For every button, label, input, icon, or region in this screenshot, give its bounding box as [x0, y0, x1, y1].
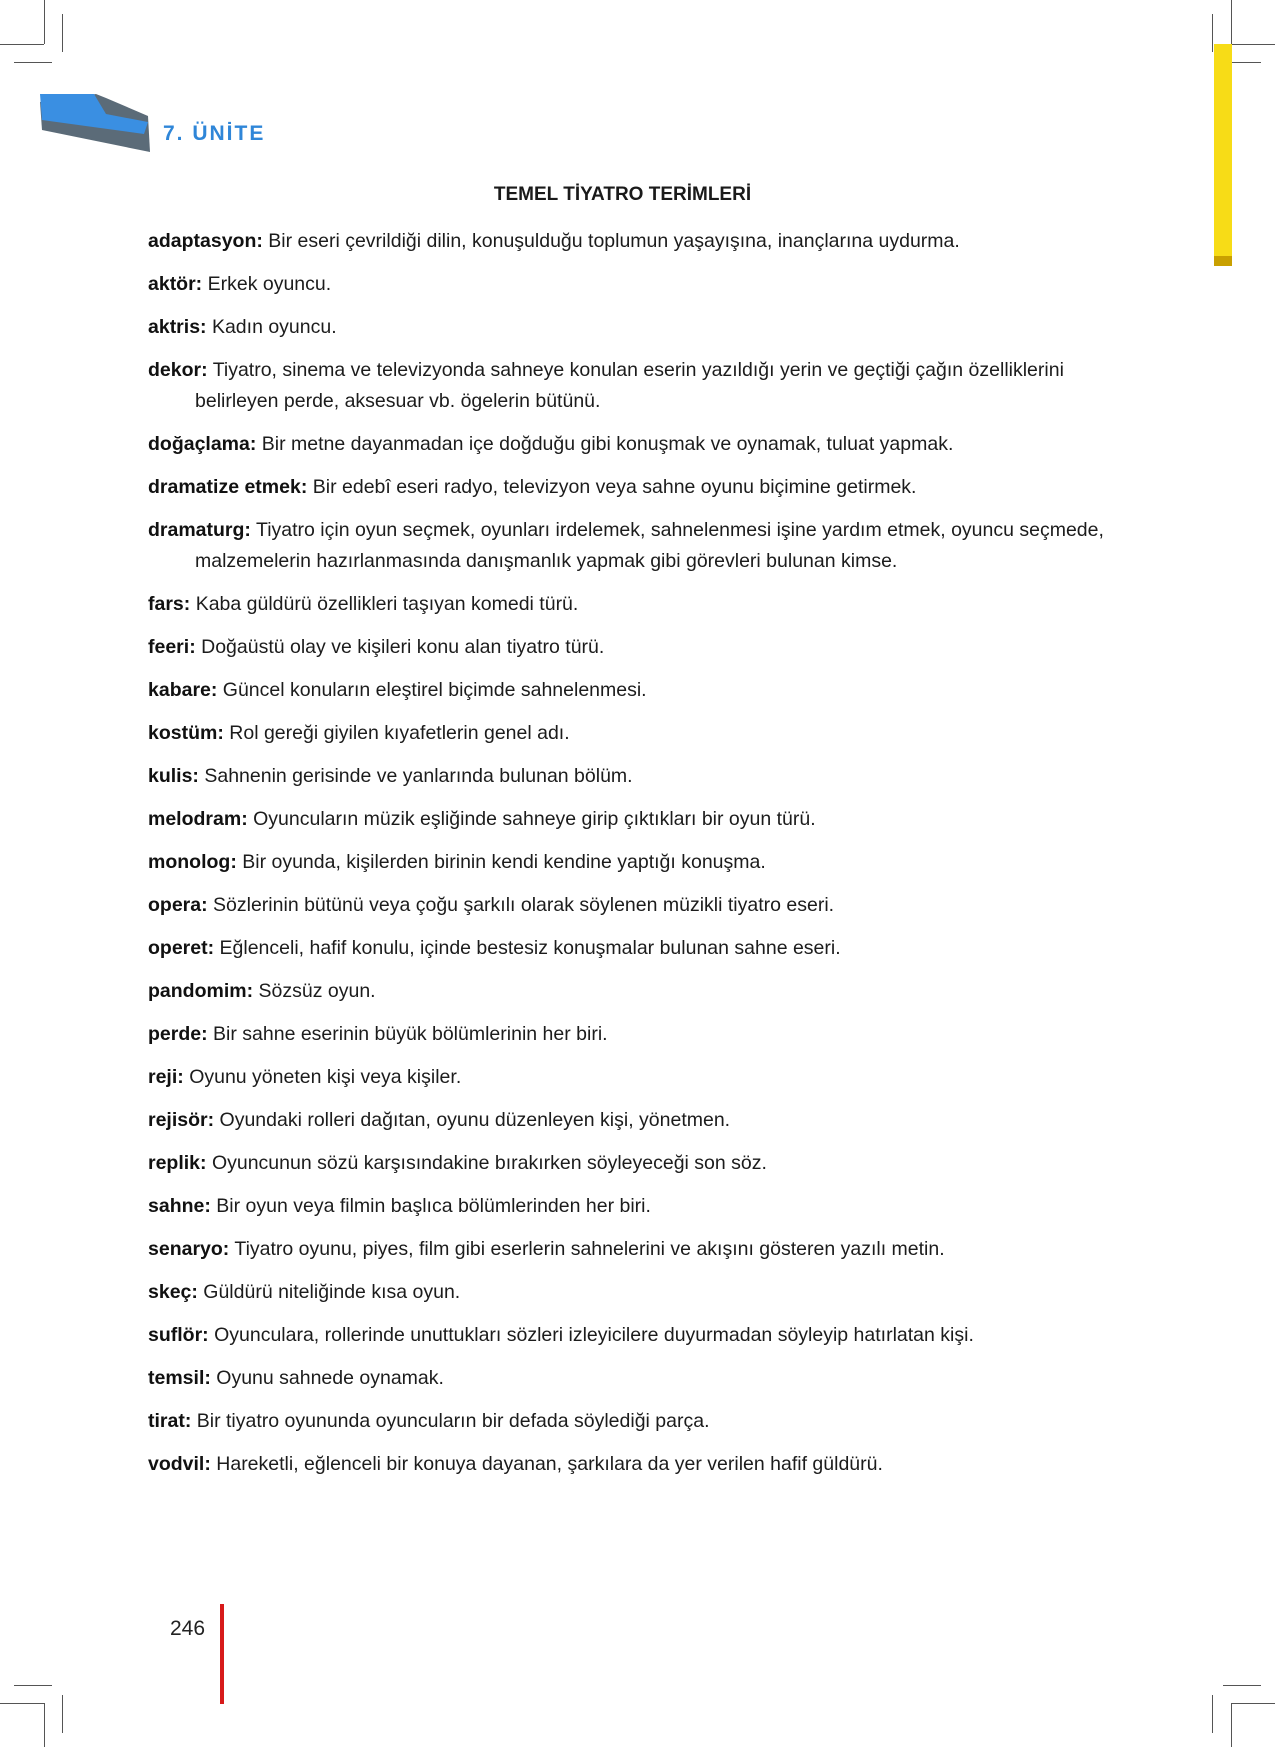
glossary-definition: Tiyatro oyunu, piyes, film gibi eserlerin sahnelerini ve akışını gösteren yazılı metin.: [234, 1238, 945, 1260]
glossary-term: replik:: [148, 1152, 207, 1174]
glossary-term: perde:: [148, 1023, 208, 1045]
glossary-definition: Sözsüz oyun.: [258, 980, 376, 1002]
glossary-term: kostüm:: [148, 722, 224, 744]
glossary-entry: [148, 761, 1108, 792]
glossary-entry: [148, 1320, 1108, 1351]
crop-mark: [1231, 0, 1232, 44]
glossary-definition: Oyuncunun sözü karşısındakine bırakırken söyleyeceği son söz.: [211, 1152, 767, 1174]
glossary-term: dramatize etmek:: [148, 476, 308, 498]
glossary-term: aktris:: [148, 316, 207, 338]
glossary-entry: [148, 429, 1108, 460]
glossary-entry: [148, 1234, 1108, 1265]
crop-mark: [0, 44, 44, 45]
crop-mark: [44, 1703, 45, 1747]
crop-mark: [1231, 1703, 1275, 1704]
glossary-definition: Erkek oyuncu.: [207, 273, 332, 295]
glossary-term: doğaçlama:: [148, 433, 257, 455]
glossary-entry: [148, 933, 1108, 964]
page-number: 246: [170, 1617, 206, 1640]
glossary-definition: Güldürü niteliğinde kısa oyun.: [203, 1281, 461, 1303]
glossary-definition: Güncel konuların eleştirel biçimde sahnelenmesi.: [222, 679, 647, 701]
glossary-definition: Bir eseri çevrildiği dilin, konuşulduğu toplumun yaşayışına, inançlarına uydurma.: [268, 230, 960, 252]
glossary-definition: Oyunu sahnede oynamak.: [216, 1367, 444, 1389]
glossary-definition: Tiyatro, sinema ve televizyonda sahneye konulan eserin yazıldığı yerin ve geçtiği çağın özelliklerini belirleyen perde, aksesuar vb. ögelerin bütünü.: [195, 359, 1064, 412]
side-accent-cap: [1214, 256, 1232, 266]
glossary-entry: [148, 269, 1108, 300]
glossary-entry: [148, 718, 1108, 749]
crop-mark: [62, 1695, 63, 1733]
crop-mark: [0, 1703, 44, 1704]
glossary-definition: Kadın oyuncu.: [211, 316, 337, 338]
glossary-definition: Tiyatro için oyun seçmek, oyunları irdelemek, sahnelenmesi işine yardım etmek, oyuncu seçmede, malzemelerin hazırlanmasında danışmanlık yapmak gibi görevleri bulunan kimse.: [195, 519, 1104, 572]
glossary-entry: [148, 589, 1108, 620]
glossary-definition: Sözlerinin bütünü veya çoğu şarkılı olarak söylenen müzikli tiyatro eseri.: [213, 894, 835, 916]
glossary-term: skeç:: [148, 1281, 198, 1303]
glossary-entry: [148, 1406, 1108, 1437]
glossary-entry: [148, 515, 1108, 577]
glossary-term: kulis:: [148, 765, 199, 787]
glossary-term: aktör:: [148, 273, 203, 295]
glossary-definition: Kaba güldürü özellikleri taşıyan komedi türü.: [195, 593, 579, 615]
glossary-definition: Oyundaki rolleri dağıtan, oyunu düzenleyen kişi, yönetmen.: [219, 1109, 731, 1131]
glossary-entry: [148, 1277, 1108, 1308]
crop-mark: [14, 1685, 52, 1686]
glossary-entry: [148, 890, 1108, 921]
glossary-entry: [148, 1363, 1108, 1394]
glossary-entry: [148, 1105, 1108, 1136]
glossary-entry: [148, 1449, 1108, 1480]
side-accent-bar: [1214, 44, 1232, 256]
glossary-list: [148, 226, 1108, 1492]
glossary-entry: [148, 355, 1108, 417]
glossary-entry: [148, 226, 1108, 257]
glossary-definition: Bir metne dayanmadan içe doğduğu gibi konuşmak ve oynamak, tuluat yapmak.: [261, 433, 954, 455]
crop-mark: [1212, 14, 1213, 52]
crop-mark: [1212, 1695, 1213, 1733]
glossary-term: kabare:: [148, 679, 218, 701]
glossary-term: opera:: [148, 894, 208, 916]
glossary-definition: Hareketli, eğlenceli bir konuya dayanan, şarkılara da yer verilen hafif güldürü.: [216, 1453, 883, 1475]
glossary-entry: [148, 804, 1108, 835]
glossary-term: senaryo:: [148, 1238, 230, 1260]
glossary-term: tirat:: [148, 1410, 192, 1432]
unit-banner-icon: [40, 94, 150, 152]
glossary-definition: Bir oyunda, kişilerden birinin kendi kendine yaptığı konuşma.: [242, 851, 766, 873]
crop-mark: [1231, 44, 1275, 45]
glossary-definition: Bir edebî eseri radyo, televizyon veya sahne oyunu biçimine getirmek.: [312, 476, 917, 498]
glossary-definition: Rol gereği giyilen kıyafetlerin genel adı.: [229, 722, 570, 744]
glossary-entry: [148, 472, 1108, 503]
crop-mark: [1223, 1685, 1261, 1686]
glossary-definition: Sahnenin gerisinde ve yanlarında bulunan bölüm.: [204, 765, 633, 787]
glossary-term: vodvil:: [148, 1453, 211, 1475]
crop-mark: [1231, 1703, 1232, 1747]
glossary-definition: Oyuncuların müzik eşliğinde sahneye girip çıktıkları bir oyun türü.: [253, 808, 816, 830]
glossary-definition: Bir sahne eserinin büyük bölümlerinin her biri.: [213, 1023, 608, 1045]
glossary-entry: [148, 312, 1108, 343]
glossary-entry: [148, 675, 1108, 706]
glossary-term: monolog:: [148, 851, 237, 873]
glossary-entry: [148, 1062, 1108, 1093]
crop-mark: [44, 0, 45, 44]
page-number-rule: [220, 1604, 224, 1704]
glossary-term: melodram:: [148, 808, 248, 830]
glossary-entry: [148, 1019, 1108, 1050]
glossary-entry: [148, 1191, 1108, 1222]
glossary-term: feeri:: [148, 636, 196, 658]
glossary-term: sahne:: [148, 1195, 211, 1217]
unit-title: 7. ÜNİTE: [163, 122, 266, 145]
glossary-entry: [148, 632, 1108, 663]
glossary-definition: Oyunculara, rollerinde unuttukları sözleri izleyicilere duyurmadan söyleyip hatırlatan kişi.: [214, 1324, 974, 1346]
glossary-term: dramaturg:: [148, 519, 251, 541]
glossary-definition: Eğlenceli, hafif konulu, içinde bestesiz konuşmalar bulunan sahne eseri.: [219, 937, 841, 959]
crop-mark: [62, 14, 63, 52]
glossary-term: operet:: [148, 937, 215, 959]
crop-mark: [14, 62, 52, 63]
glossary-definition: Oyunu yöneten kişi veya kişiler.: [189, 1066, 462, 1088]
page-title: TEMEL TİYATRO TERİMLERİ: [493, 184, 752, 205]
glossary-definition: Bir oyun veya filmin başlıca bölümlerinden her biri.: [216, 1195, 651, 1217]
glossary-term: fars:: [148, 593, 191, 615]
glossary-term: rejisör:: [148, 1109, 215, 1131]
glossary-definition: Bir tiyatro oyununda oyuncuların bir defada söylediği parça.: [196, 1410, 710, 1432]
glossary-term: dekor:: [148, 359, 208, 381]
glossary-term: adaptasyon:: [148, 230, 263, 252]
glossary-term: reji:: [148, 1066, 184, 1088]
glossary-term: suflör:: [148, 1324, 209, 1346]
glossary-term: temsil:: [148, 1367, 211, 1389]
glossary-entry: [148, 847, 1108, 878]
glossary-term: pandomim:: [148, 980, 254, 1002]
glossary-entry: [148, 1148, 1108, 1179]
glossary-entry: [148, 976, 1108, 1007]
glossary-definition: Doğaüstü olay ve kişileri konu alan tiyatro türü.: [201, 636, 605, 658]
